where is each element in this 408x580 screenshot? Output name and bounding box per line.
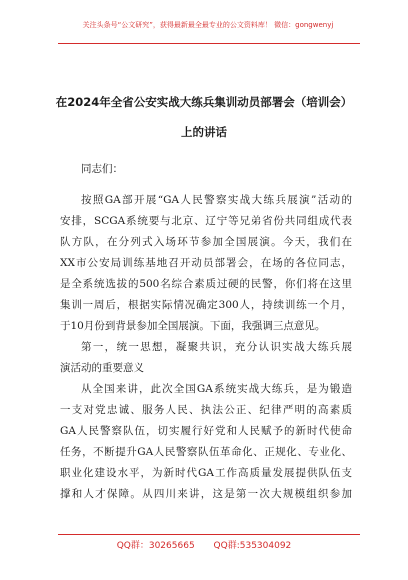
document-title: 在2024年全省公安实战大练兵集训动员部署会（培训会） (55, 95, 353, 109)
salutation: 同志们： (81, 163, 123, 175)
body-line: 职业化建设水平，为新时代GA工作高质量发展提供队伍支 (60, 467, 352, 479)
header-notice: 关注头条号“公文研究”，获得最新最全最专业的公文资料库！ 微信：gongwenyj (82, 21, 334, 29)
body-line: GA人民警察队伍，切实履行好党和人民赋予的新时代使命 (60, 425, 352, 437)
body-line: 队方队，在分列式入场环节参加全国展演。今天，我们在 (60, 236, 352, 248)
body-line: XX市公安局训练基地召开动员部署会，在场的各位同志， (60, 257, 352, 269)
body-line: 安排，SCGA系统要与北京、辽宁等兄弟省份共同组成代表 (60, 215, 352, 227)
document-body (60, 159, 352, 505)
body-line: 是全系统选拔的500名综合素质过硬的民警，你们将在这里 (60, 278, 352, 290)
footer-qq-group-1: QQ群：30265665 (116, 541, 195, 551)
section-heading: 演活动的重要意义 (60, 362, 144, 374)
document-title-continued: 上的讲话 (181, 125, 227, 139)
footer-contacts (0, 538, 408, 551)
footer-divider (58, 534, 360, 535)
body-line: 从全国来讲，此次全国GA系统实战大练兵，是为锻造 (81, 383, 352, 395)
section-heading: 第一，统一思想，凝聚共识，充分认识实战大练兵展 (81, 341, 352, 353)
body-line: 按照GA部开展“GA人民警察实战大练兵展演”活动的 (81, 194, 352, 206)
paragraph-spacer (60, 180, 352, 190)
footer-qq-group-2: QQ群:535304092 (213, 541, 292, 551)
body-line: 撑和人才保障。从四川来讲，这是第一次大规模组织参加 (60, 488, 352, 500)
body-line: 集训一周后，根据实际情况确定300人，持续训练一个月， (60, 299, 352, 311)
header-divider (58, 43, 360, 44)
body-line: 于10月份到背景参加全国展演。下面，我强调三点意见。 (60, 320, 326, 332)
body-line: 任务，不断提升GA人民警察队伍革命化、正规化、专业化、 (60, 446, 352, 458)
body-line: 一支对党忠诚、服务人民、执法公正、纪律严明的高素质 (60, 404, 352, 416)
